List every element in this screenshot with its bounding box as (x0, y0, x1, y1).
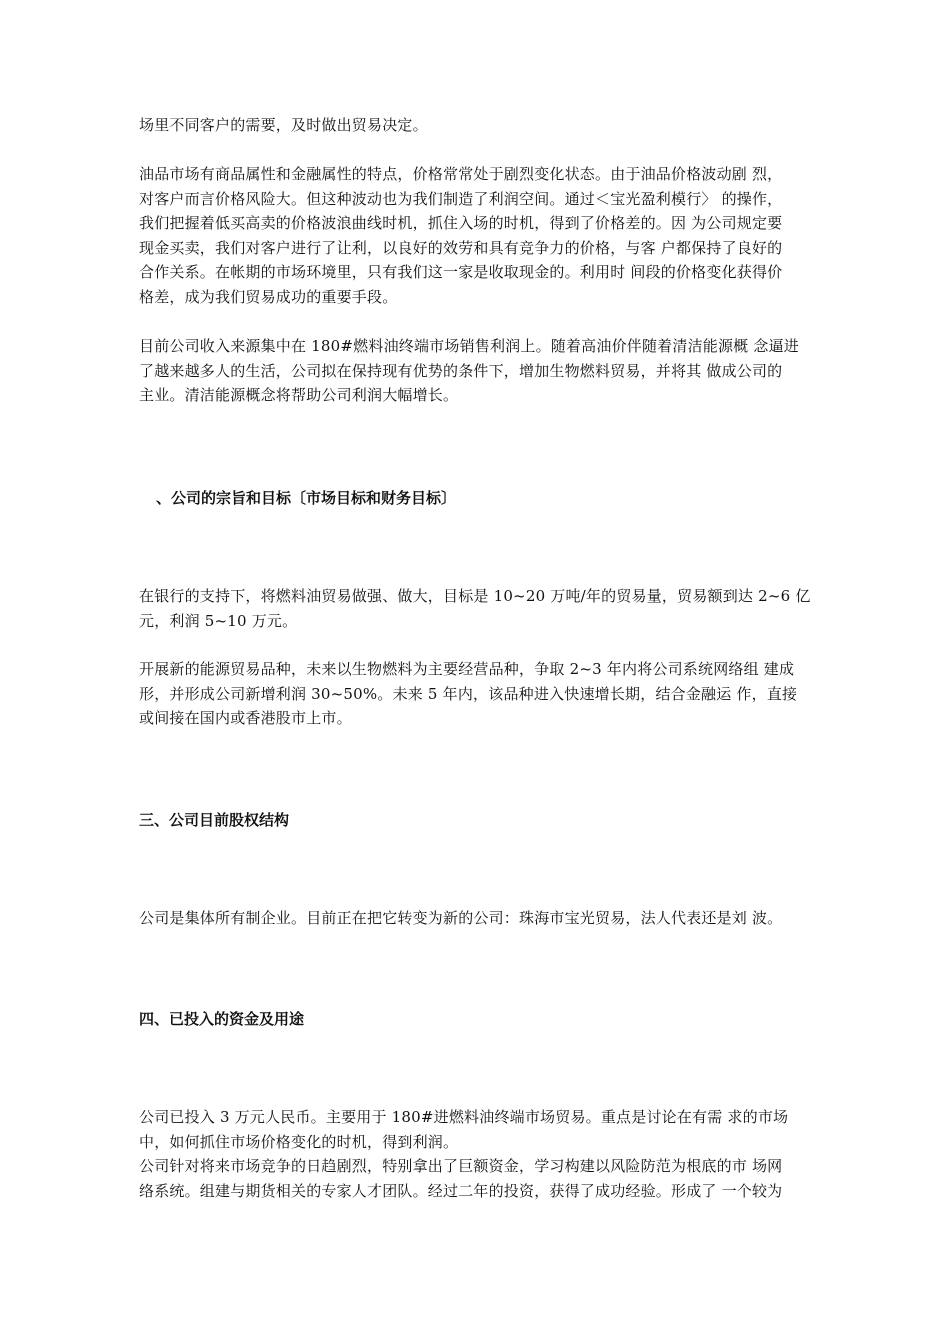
paragraph-revenue-source: 目前公司收入来源集中在 180#燃料油终端市场销售利润上。随着高油价伴随着清洁能源概 念逼进 了越来越多人的生活，公司拟在保持现有优势的条件下，增加生物燃料贸易，并将其 做成公司的 主业。清洁能源概念将帮助公司利润大幅增长。 (139, 337, 799, 404)
section-heading-goals: 、公司的宗旨和目标〔市场目标和财务目标〕 (156, 489, 457, 507)
paragraph-trade-decision: 场里不同客户的需要，及时做出贸易决定。 (139, 116, 428, 134)
paragraph-new-energy-products: 开展新的能源贸易品种，未来以生物燃料为主要经营品种，争取 2~3 年内将公司系统网络组 建成 形，并形成公司新增利润 30~50%。未来 5 年内，该品种进入快速增长期，结合金融运 作，直接 或间接在国内或香港股市上市。 (139, 660, 798, 727)
section-heading-equity-structure: 三、公司目前股权结构 (139, 811, 290, 829)
section-heading-investment: 四、已投入的资金及用途 (139, 1010, 305, 1028)
paragraph-fuel-oil-targets: 在银行的支持下，将燃料油贸易做强、做大，目标是 10~20 万吨/年的贸易量，贸易额到达 2~6 亿 元，利润 5~10 万元。 (139, 587, 811, 630)
paragraph-oil-market-volatility: 油品市场有商品属性和金融属性的特点，价格常常处于剧烈变化状态。由于油品价格波动剧 烈， 对客户而言价格风险大。但这种波动也为我们制造了利润空间。通过＜宝光盈利模行〉 的操作， 我们把握着低买高卖的价格波浪曲线时机，抓住入场的时机，得到了价格差的。因 为公司规定要 现金买卖，我们对客户进行了让利，以良好的效劳和具有竞争力的价格，与客 户都保持了良好的 合作关系。在帐期的市场环境里，只有我们这一家是收取现金的。利用时 间段的价格变化获得价 格差，成为我们贸易成功的重要手段。 (139, 165, 783, 306)
paragraph-investment-usage: 公司已投入 3 万元人民币。主要用于 180#进燃料油终端市场贸易。重点是讨论在有需 求的市场 中，如何抓住市场价格变化的时机，得到利润。 公司针对将来市场竞争的日趋剧烈，特别拿出了巨额资金，学习构建以风险防范为根底的市 场网 络系统。组建与期货相关的专家人才团队。经过二年的投资，获得了成功经验。形成了 一个较为 (139, 1108, 789, 1200)
paragraph-ownership: 公司是集体所有制企业。目前正在把它转变为新的公司：珠海市宝光贸易，法人代表还是刘 波。 (139, 909, 783, 927)
